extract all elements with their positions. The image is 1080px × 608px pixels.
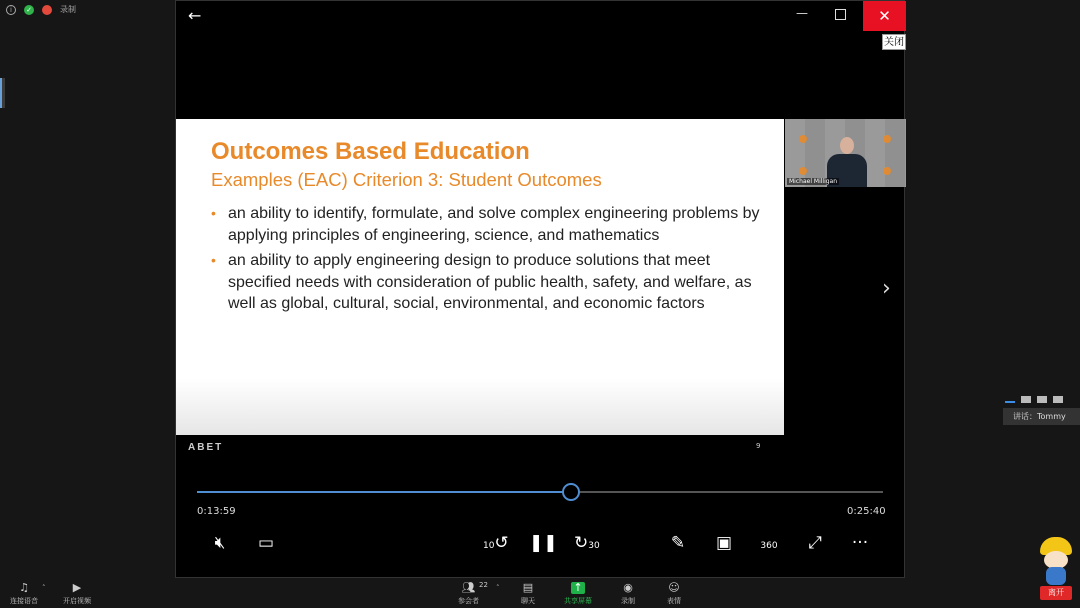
- recording-label: 录制: [60, 5, 76, 14]
- headphones-icon: ♫: [19, 581, 29, 594]
- participants-count: 22: [479, 581, 488, 589]
- mascot-avatar: [1036, 537, 1076, 585]
- side-panel-tab[interactable]: [0, 78, 5, 108]
- slide-bullet: [211, 250, 771, 315]
- slide-title: Outcomes Based Education: [211, 138, 530, 165]
- video-off-icon: ▶: [72, 581, 82, 594]
- layout-split-icon[interactable]: [1021, 396, 1031, 403]
- mini-view-icon[interactable]: ▣: [715, 533, 733, 553]
- join-audio-button[interactable]: [10, 582, 38, 606]
- chat-button[interactable]: [521, 582, 535, 606]
- abet-logo-icon: [799, 167, 807, 175]
- speaker-video-tile[interactable]: [785, 119, 906, 187]
- slide-bullet: [211, 203, 771, 246]
- back-arrow-icon[interactable]: ←: [188, 6, 202, 25]
- fullscreen-icon[interactable]: ⤢: [808, 533, 822, 553]
- mute-icon[interactable]: 🔇︎: [214, 533, 226, 553]
- participants-button[interactable]: [458, 582, 479, 606]
- bullet-icon: •: [211, 252, 216, 268]
- rewind-label: 10: [483, 541, 495, 551]
- slide-bullets: [211, 203, 771, 319]
- close-tooltip: 关闭: [882, 34, 906, 50]
- layout-speaker-icon[interactable]: [1005, 401, 1015, 403]
- minimize-button[interactable]: —: [796, 6, 808, 20]
- share-screen-button[interactable]: [564, 582, 592, 606]
- abet-logo-icon: [883, 135, 891, 143]
- slide-bullet-text: an ability to apply engineering design to produce solutions that meet specified needs with consideration of public health, safety, and welfare, as well as global, cultural, social, environmental, and economic factors: [228, 252, 752, 312]
- record-icon: ◉: [623, 581, 633, 594]
- participants-icon: 👥︎: [461, 581, 476, 594]
- share-screen-icon: ↑: [571, 582, 585, 594]
- abet-logo-icon: [799, 135, 807, 143]
- record-label: 录制: [621, 597, 635, 605]
- reactions-button[interactable]: [667, 582, 681, 606]
- start-video-button[interactable]: [63, 582, 91, 606]
- chat-label: 聊天: [521, 597, 535, 605]
- chat-icon: ▤: [522, 581, 534, 594]
- bullet-icon: •: [211, 205, 216, 221]
- forward-label: 30: [588, 541, 600, 551]
- forward-30-button[interactable]: ↻30: [574, 533, 600, 553]
- speaker-head: [840, 137, 854, 154]
- start-video-label: 开启视频: [63, 597, 91, 605]
- record-button[interactable]: [621, 582, 635, 606]
- meeting-status-bar: [6, 4, 76, 15]
- slide-subtitle: Examples (EAC) Criterion 3: Student Outcomes: [211, 169, 602, 190]
- share-screen-label: 共享屏幕: [564, 597, 592, 605]
- reactions-icon: ☺: [668, 581, 680, 594]
- pause-icon[interactable]: ❚❚: [529, 533, 558, 553]
- layout-switcher[interactable]: [1005, 396, 1063, 403]
- recording-icon: [42, 5, 52, 15]
- join-audio-label: 连接语音: [10, 597, 38, 605]
- pen-icon[interactable]: ✎: [670, 533, 686, 553]
- shield-icon[interactable]: ✓: [24, 5, 34, 15]
- layout-grid-icon[interactable]: [1053, 396, 1063, 403]
- seek-progress: [197, 491, 571, 493]
- current-time: 0:13:59: [197, 506, 236, 517]
- subtitles-icon[interactable]: ▭: [257, 533, 275, 553]
- reactions-label: 表情: [667, 597, 681, 605]
- leave-button[interactable]: 离开: [1040, 586, 1072, 600]
- abet-logo-icon: [883, 167, 891, 175]
- presentation-slide: [176, 119, 784, 435]
- seek-bar[interactable]: [197, 491, 883, 493]
- participants-label: 参会者: [458, 597, 479, 605]
- video-player-window: [175, 0, 905, 578]
- layout-list-icon[interactable]: [1037, 396, 1047, 403]
- abet-footer-logo: ABET: [188, 442, 224, 453]
- next-slide-arrow-icon[interactable]: ›: [882, 276, 891, 301]
- slide-page-number: 9: [756, 442, 761, 450]
- active-speaker-label: 讲话：Tommy: [1003, 408, 1080, 425]
- seek-thumb[interactable]: [562, 483, 580, 501]
- participants-options-caret-icon[interactable]: ˄: [496, 584, 500, 592]
- slide-bullet-text: an ability to identify, formulate, and solve complex engineering problems by applying principles of engineering, science, and mathematics: [228, 205, 760, 244]
- mascot-body: [1046, 567, 1066, 585]
- total-time: 0:25:40: [847, 506, 886, 517]
- rewind-10-button[interactable]: 10↺: [483, 533, 509, 553]
- speaker-name: Michael Milligan: [789, 178, 838, 185]
- vr-label: 360: [760, 541, 778, 551]
- vr-360-button[interactable]: [757, 531, 781, 555]
- audio-options-caret-icon[interactable]: ˄: [42, 584, 46, 592]
- close-button[interactable]: ✕: [863, 1, 906, 31]
- info-icon[interactable]: i: [6, 5, 16, 15]
- maximize-button[interactable]: [835, 9, 846, 20]
- more-options-icon[interactable]: ···: [851, 533, 869, 553]
